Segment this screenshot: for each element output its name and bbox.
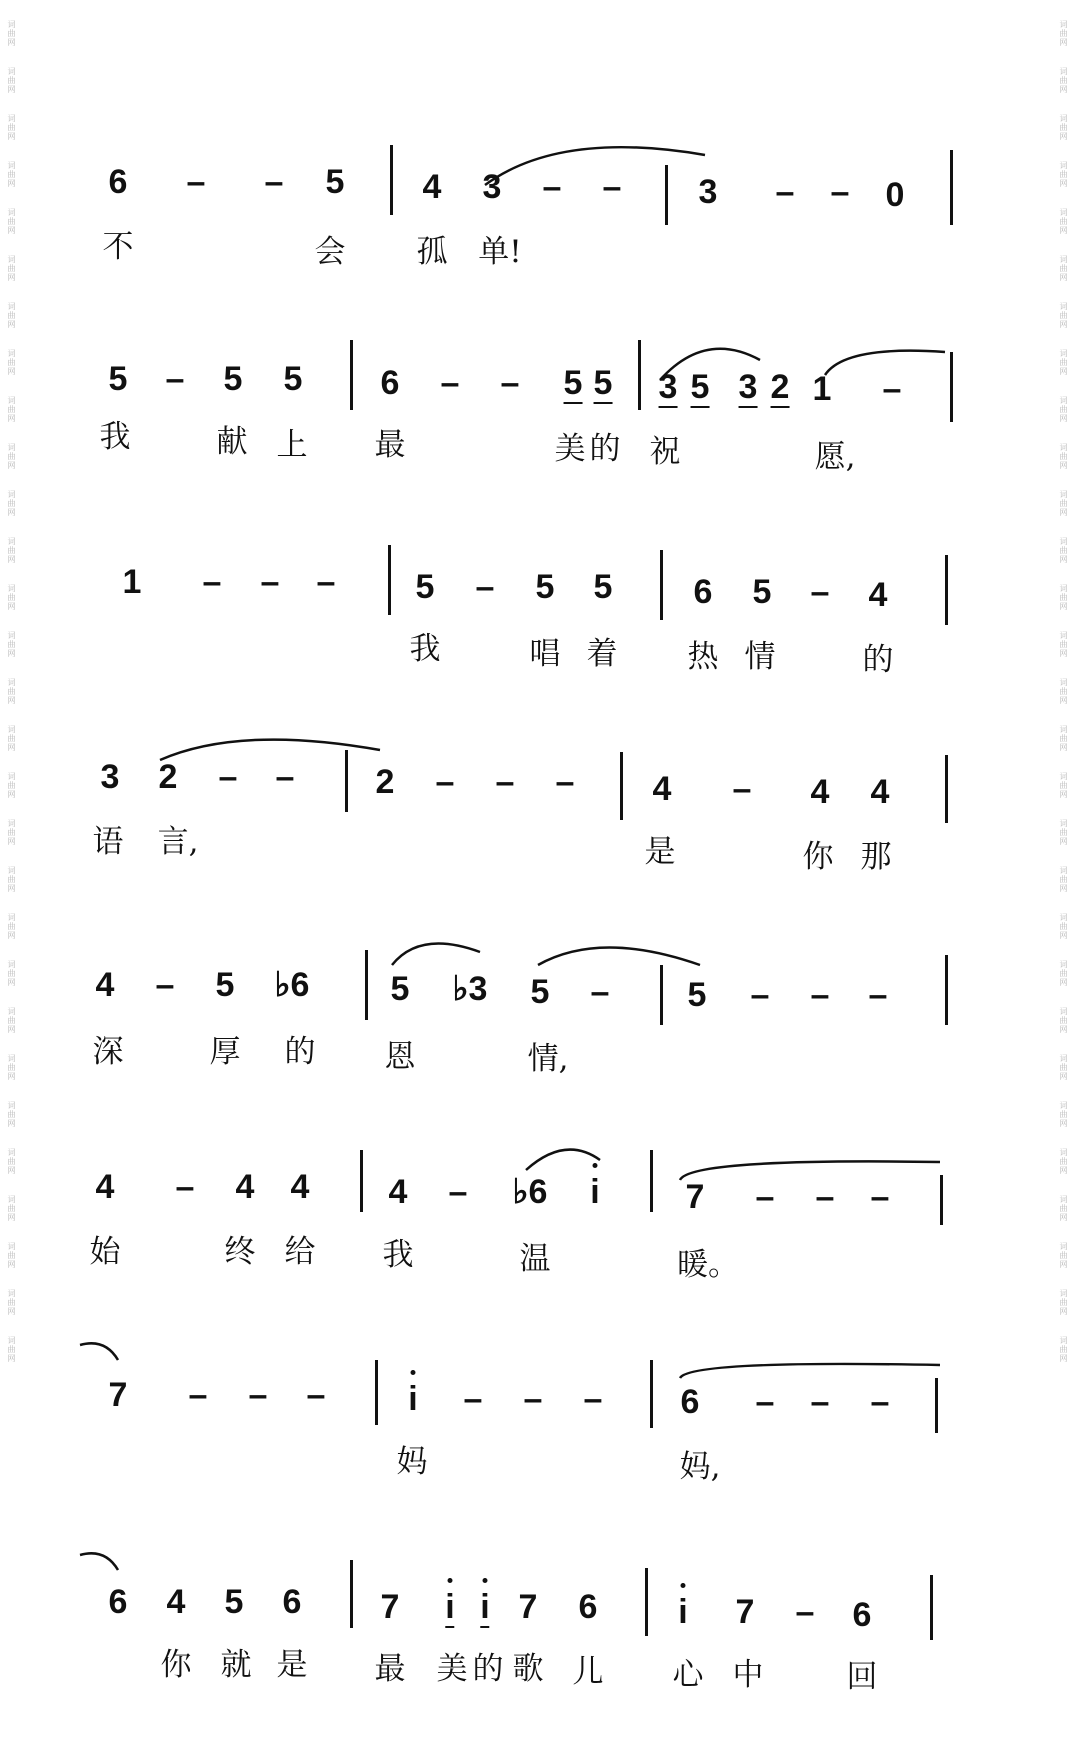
lyric: 你 bbox=[160, 1647, 192, 1683]
watermark-text: 词曲网 bbox=[7, 913, 16, 940]
watermark-text: 词曲网 bbox=[7, 678, 16, 705]
barline bbox=[350, 340, 353, 410]
lyric: 的 bbox=[862, 642, 894, 678]
lyric: 心 bbox=[672, 1657, 704, 1693]
note: – bbox=[188, 1376, 208, 1414]
lyric: 的 bbox=[472, 1651, 504, 1687]
note: 6 bbox=[282, 1583, 302, 1621]
lyric: 恩 bbox=[384, 1039, 416, 1075]
watermark-text: 词曲网 bbox=[1059, 1195, 1068, 1222]
note: – bbox=[165, 360, 185, 398]
note: 3 bbox=[738, 368, 758, 406]
watermark-text: 词曲网 bbox=[7, 1101, 16, 1128]
note: – bbox=[590, 973, 610, 1011]
watermark-text: 词曲网 bbox=[7, 349, 16, 376]
note: 5 bbox=[752, 573, 772, 611]
watermark-text: 词曲网 bbox=[7, 114, 16, 141]
lyric: 愿, bbox=[814, 439, 856, 475]
barline bbox=[650, 1150, 653, 1212]
watermark-text: 词曲网 bbox=[7, 537, 16, 564]
lyric: 厚 bbox=[209, 1034, 241, 1070]
lyric: 我 bbox=[99, 419, 131, 455]
note: i bbox=[408, 1380, 418, 1418]
watermark-text: 词曲网 bbox=[7, 960, 16, 987]
barline bbox=[645, 1568, 648, 1636]
note: – bbox=[248, 1376, 268, 1414]
lyric: 祝 bbox=[649, 434, 681, 470]
note: 4 bbox=[868, 576, 888, 614]
note: 7 bbox=[685, 1178, 705, 1216]
watermark-text: 词曲网 bbox=[1059, 631, 1068, 658]
watermark-text: 词曲网 bbox=[1059, 161, 1068, 188]
high-octave-dot bbox=[448, 1578, 453, 1583]
note: i bbox=[480, 1588, 490, 1626]
lyric: 情 bbox=[744, 639, 776, 675]
watermark-text: 词曲网 bbox=[7, 1007, 16, 1034]
watermark-text: 词曲网 bbox=[1059, 20, 1068, 47]
watermark-text: 词曲网 bbox=[1059, 913, 1068, 940]
watermark-text: 词曲网 bbox=[7, 302, 16, 329]
lyric: 的 bbox=[284, 1034, 316, 1070]
note: – bbox=[830, 173, 850, 211]
lyric: 单! bbox=[478, 234, 522, 270]
note: 6 bbox=[108, 163, 128, 201]
lyric: 最 bbox=[374, 1651, 406, 1687]
note: – bbox=[218, 758, 238, 796]
note: 6 bbox=[108, 1583, 128, 1621]
note: 5 bbox=[215, 966, 235, 1004]
watermark-text: 词曲网 bbox=[1059, 1007, 1068, 1034]
barline bbox=[365, 950, 368, 1020]
note: 6 bbox=[680, 1383, 700, 1421]
note: 2 bbox=[375, 763, 395, 801]
watermark-text: 词曲网 bbox=[7, 208, 16, 235]
note: i bbox=[590, 1173, 600, 1211]
lyric: 始 bbox=[89, 1234, 121, 1270]
watermark-text: 词曲网 bbox=[7, 1289, 16, 1316]
watermark-text: 词曲网 bbox=[1059, 678, 1068, 705]
barline bbox=[660, 965, 663, 1025]
watermark-text: 词曲网 bbox=[1059, 537, 1068, 564]
note: 6 bbox=[693, 573, 713, 611]
note: 3 bbox=[658, 368, 678, 406]
note: 6 bbox=[578, 1588, 598, 1626]
watermark-text: 词曲网 bbox=[1059, 1148, 1068, 1175]
note: 7 bbox=[380, 1588, 400, 1626]
note: 3 bbox=[100, 758, 120, 796]
note: ♭6 bbox=[274, 966, 310, 1004]
lyric: 歌 bbox=[512, 1651, 544, 1687]
note: – bbox=[264, 163, 284, 201]
lyric: 我 bbox=[409, 631, 441, 667]
watermark-text: 词曲网 bbox=[7, 1148, 16, 1175]
note: – bbox=[495, 763, 515, 801]
note: 7 bbox=[735, 1593, 755, 1631]
barline bbox=[945, 555, 948, 625]
note: – bbox=[732, 770, 752, 808]
lyric: 美 bbox=[436, 1651, 468, 1687]
lyric: 给 bbox=[284, 1234, 316, 1270]
watermark-text: 词曲网 bbox=[1059, 960, 1068, 987]
watermark-text: 词曲网 bbox=[1059, 772, 1068, 799]
note: 5 bbox=[690, 368, 710, 406]
note: 4 bbox=[652, 770, 672, 808]
lyric: 着 bbox=[586, 636, 618, 672]
note: 4 bbox=[388, 1173, 408, 1211]
note: – bbox=[583, 1380, 603, 1418]
note: 5 bbox=[415, 568, 435, 606]
note: – bbox=[475, 568, 495, 606]
note: 6 bbox=[380, 364, 400, 402]
watermark-text: 词曲网 bbox=[1059, 584, 1068, 611]
watermark-text: 词曲网 bbox=[1059, 1289, 1068, 1316]
note: – bbox=[755, 1178, 775, 1216]
watermark-text: 词曲网 bbox=[7, 819, 16, 846]
note: – bbox=[868, 976, 888, 1014]
watermark-text: 词曲网 bbox=[7, 772, 16, 799]
note: 2 bbox=[770, 368, 790, 406]
barline bbox=[650, 1360, 653, 1428]
note: – bbox=[555, 763, 575, 801]
note: – bbox=[155, 966, 175, 1004]
lyric: 最 bbox=[374, 427, 406, 463]
lyric: 妈, bbox=[679, 1449, 721, 1485]
note: 4 bbox=[422, 168, 442, 206]
note: 5 bbox=[593, 364, 613, 402]
lyric: 儿 bbox=[572, 1654, 604, 1690]
watermark-text: 词曲网 bbox=[7, 866, 16, 893]
barline bbox=[350, 1560, 353, 1628]
note: 5 bbox=[390, 970, 410, 1008]
note: – bbox=[186, 163, 206, 201]
lyric: 的 bbox=[589, 431, 621, 467]
lyric: 会 bbox=[314, 234, 346, 270]
note: – bbox=[542, 168, 562, 206]
watermark-text: 词曲网 bbox=[1059, 349, 1068, 376]
watermark-text: 词曲网 bbox=[1059, 490, 1068, 517]
note: – bbox=[202, 563, 222, 601]
high-octave-dot bbox=[593, 1163, 598, 1168]
note: – bbox=[755, 1383, 775, 1421]
watermark-text: 词曲网 bbox=[1059, 114, 1068, 141]
note: – bbox=[500, 364, 520, 402]
note: 6 bbox=[852, 1596, 872, 1634]
note: – bbox=[463, 1380, 483, 1418]
barline bbox=[660, 550, 663, 620]
watermark-text: 词曲网 bbox=[7, 1054, 16, 1081]
barline bbox=[950, 150, 953, 225]
lyric: 深 bbox=[92, 1034, 124, 1070]
watermark-text: 词曲网 bbox=[7, 1195, 16, 1222]
note: – bbox=[448, 1173, 468, 1211]
watermark-text: 词曲网 bbox=[1059, 396, 1068, 423]
note: 4 bbox=[95, 966, 115, 1004]
watermark-text: 词曲网 bbox=[7, 1242, 16, 1269]
note: 5 bbox=[530, 973, 550, 1011]
note: 5 bbox=[535, 568, 555, 606]
note: – bbox=[260, 563, 280, 601]
note: – bbox=[316, 563, 336, 601]
note: – bbox=[775, 173, 795, 211]
watermark-text: 词曲网 bbox=[7, 490, 16, 517]
barline bbox=[638, 340, 641, 410]
note: 5 bbox=[325, 163, 345, 201]
note: – bbox=[602, 168, 622, 206]
watermark-text: 词曲网 bbox=[1059, 1054, 1068, 1081]
lyric: 上 bbox=[276, 427, 308, 463]
watermark-text: 词曲网 bbox=[1059, 208, 1068, 235]
lyric: 是 bbox=[644, 834, 676, 870]
watermark-text: 词曲网 bbox=[7, 396, 16, 423]
note: – bbox=[750, 976, 770, 1014]
lyric: 热 bbox=[687, 639, 719, 675]
lyric: 语 bbox=[92, 824, 124, 860]
lyric: 我 bbox=[382, 1237, 414, 1273]
barline bbox=[388, 545, 391, 615]
note: 5 bbox=[108, 360, 128, 398]
barline bbox=[945, 755, 948, 823]
lyric: 妈 bbox=[396, 1444, 428, 1480]
watermark-text: 词曲网 bbox=[1059, 1336, 1068, 1363]
note: 4 bbox=[235, 1168, 255, 1206]
note: 1 bbox=[812, 370, 832, 408]
watermark-text: 词曲网 bbox=[1059, 1101, 1068, 1128]
lyric: 献 bbox=[216, 424, 248, 460]
note: – bbox=[810, 1383, 830, 1421]
note: – bbox=[870, 1178, 890, 1216]
barline bbox=[940, 1175, 943, 1225]
note: 3 bbox=[482, 168, 502, 206]
note: – bbox=[815, 1178, 835, 1216]
watermark-text: 词曲网 bbox=[1059, 819, 1068, 846]
watermark-text: 词曲网 bbox=[1059, 255, 1068, 282]
note: 7 bbox=[518, 1588, 538, 1626]
watermark-text: 词曲网 bbox=[7, 161, 16, 188]
note: ♭6 bbox=[512, 1173, 548, 1211]
lyric: 暖。 bbox=[677, 1247, 739, 1283]
note: 4 bbox=[290, 1168, 310, 1206]
watermark-text: 词曲网 bbox=[7, 1336, 16, 1363]
high-octave-dot bbox=[411, 1370, 416, 1375]
barline bbox=[345, 750, 348, 812]
note: 5 bbox=[223, 360, 243, 398]
watermark-text: 词曲网 bbox=[1059, 725, 1068, 752]
note: 5 bbox=[687, 976, 707, 1014]
note: 3 bbox=[698, 173, 718, 211]
watermark-text: 词曲网 bbox=[7, 67, 16, 94]
lyric: 言, bbox=[157, 824, 199, 860]
lyric: 唱 bbox=[529, 636, 561, 672]
note: – bbox=[810, 976, 830, 1014]
watermark-text: 词曲网 bbox=[1059, 443, 1068, 470]
note: – bbox=[440, 364, 460, 402]
lyric: 情, bbox=[527, 1041, 569, 1077]
barline bbox=[375, 1360, 378, 1425]
lyric: 那 bbox=[860, 839, 892, 875]
note: 1 bbox=[122, 563, 142, 601]
note: – bbox=[882, 370, 902, 408]
lyric: 就 bbox=[220, 1647, 252, 1683]
note: 4 bbox=[95, 1168, 115, 1206]
watermark-text: 词曲网 bbox=[1059, 866, 1068, 893]
high-octave-dot bbox=[483, 1578, 488, 1583]
note: 4 bbox=[870, 773, 890, 811]
watermark-text: 词曲网 bbox=[1059, 1242, 1068, 1269]
watermark-text: 词曲网 bbox=[7, 20, 16, 47]
watermark-text: 词曲网 bbox=[7, 255, 16, 282]
lyric: 是 bbox=[276, 1647, 308, 1683]
watermark-text: 词曲网 bbox=[1059, 302, 1068, 329]
note: i bbox=[445, 1588, 455, 1626]
barline bbox=[935, 1378, 938, 1433]
note: ♭3 bbox=[452, 970, 488, 1008]
note: 5 bbox=[283, 360, 303, 398]
lyric: 终 bbox=[224, 1234, 256, 1270]
barline bbox=[665, 165, 668, 225]
note: – bbox=[810, 573, 830, 611]
note: 4 bbox=[810, 773, 830, 811]
lyric: 不 bbox=[102, 229, 134, 265]
watermark-text: 词曲网 bbox=[1059, 67, 1068, 94]
lyric: 中 bbox=[732, 1657, 764, 1693]
barline bbox=[945, 955, 948, 1025]
note: – bbox=[870, 1383, 890, 1421]
note: 2 bbox=[158, 758, 178, 796]
note: 7 bbox=[108, 1376, 128, 1414]
watermark-text: 词曲网 bbox=[7, 725, 16, 752]
barline bbox=[950, 352, 953, 422]
lyric: 美 bbox=[554, 431, 586, 467]
note: 0 bbox=[885, 176, 905, 214]
watermark-text: 词曲网 bbox=[7, 584, 16, 611]
lyric: 回 bbox=[846, 1659, 878, 1695]
note: 5 bbox=[224, 1583, 244, 1621]
lyric: 你 bbox=[802, 839, 834, 875]
lyric: 孤 bbox=[416, 234, 448, 270]
watermark-text: 词曲网 bbox=[7, 443, 16, 470]
note: 5 bbox=[563, 364, 583, 402]
high-octave-dot bbox=[681, 1583, 686, 1588]
lyric: 温 bbox=[519, 1241, 551, 1277]
note: – bbox=[306, 1376, 326, 1414]
note: – bbox=[523, 1380, 543, 1418]
note: – bbox=[795, 1593, 815, 1631]
note: 4 bbox=[166, 1583, 186, 1621]
barline bbox=[390, 145, 393, 215]
watermark-text: 词曲网 bbox=[7, 631, 16, 658]
note: – bbox=[435, 763, 455, 801]
barline bbox=[620, 752, 623, 820]
barline bbox=[360, 1150, 363, 1212]
note: – bbox=[275, 758, 295, 796]
note: – bbox=[175, 1168, 195, 1206]
note: 5 bbox=[593, 568, 613, 606]
note: i bbox=[678, 1593, 688, 1631]
barline bbox=[930, 1575, 933, 1640]
